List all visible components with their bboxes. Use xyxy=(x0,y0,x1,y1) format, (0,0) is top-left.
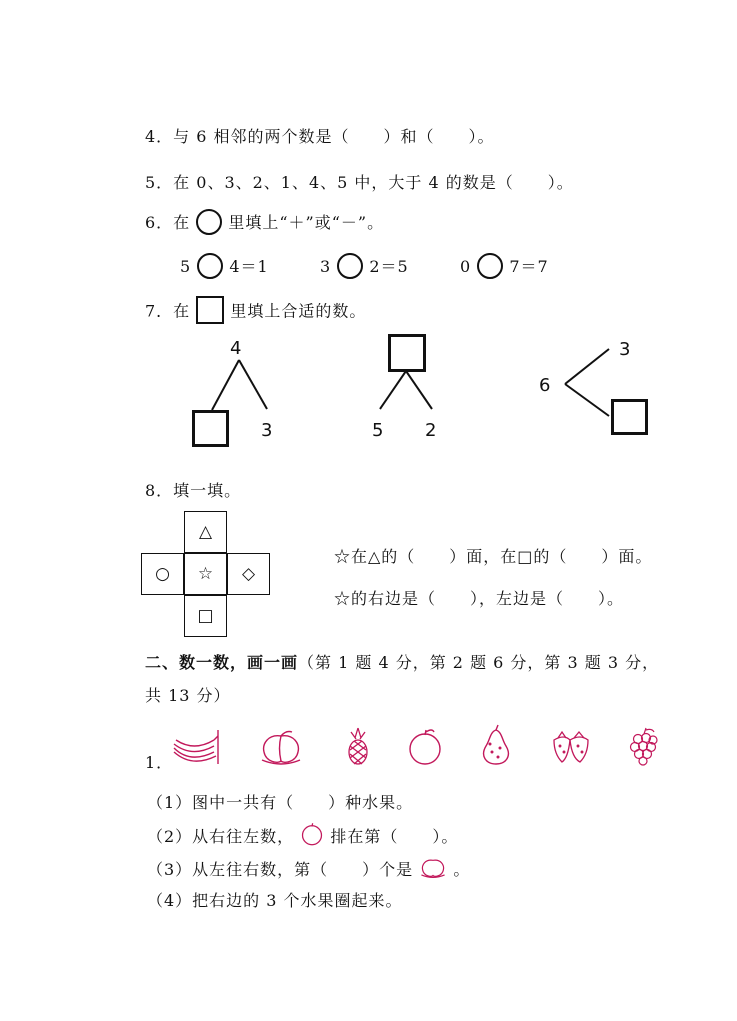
bond3-top: 3 xyxy=(619,339,631,360)
eq-rest: 2＝5 xyxy=(369,257,409,276)
section-2-heading-cont: 共 13 分） xyxy=(145,686,231,705)
eq-number: 5 xyxy=(180,257,192,276)
eq-rest: 7＝7 xyxy=(509,257,549,276)
q6-equation-2 xyxy=(320,254,409,281)
q8-line-1: ☆在△的（ ）面，在□的（ ）面。 xyxy=(334,547,653,566)
section-2-heading xyxy=(145,650,659,673)
section-score-note: （第 1 题 4 分，第 2 题 6 分，第 3 题 3 分， xyxy=(298,653,660,672)
bond2-left: 5 xyxy=(372,420,384,441)
circle-blank-icon[interactable] xyxy=(477,253,503,279)
p1-question-4: （4）把右边的 3 个水果圈起来。 xyxy=(147,891,403,910)
q3-text-b: 。 xyxy=(453,860,471,879)
bond3-answer-box[interactable] xyxy=(611,399,648,435)
strawberry-icon xyxy=(550,728,592,766)
grid-center-cell: ☆ xyxy=(184,553,227,595)
section-title: 二、数一数，画一画 xyxy=(145,653,299,672)
p1-question-3 xyxy=(147,855,470,880)
grid-right-cell: ◇ xyxy=(227,553,270,595)
q6-suffix: 里填上“＋”或“－”。 xyxy=(228,213,385,232)
q2-text-a: （2）从右往左数， xyxy=(147,827,295,846)
grape-icon xyxy=(628,726,660,766)
problem-1-label: 1． xyxy=(145,753,174,772)
q6-equation-3 xyxy=(460,254,549,281)
q7-suffix: 里填上合适的数。 xyxy=(230,301,367,321)
circle-blank-icon[interactable] xyxy=(337,253,363,279)
question-5: 5．在 0、3、2、1、4、5 中，大于 4 的数是（ ）。 xyxy=(145,173,574,192)
banana-icon xyxy=(170,728,222,766)
bond3-root: 6 xyxy=(539,375,551,396)
bond1-right: 3 xyxy=(261,420,273,441)
bond2-answer-box[interactable] xyxy=(388,334,426,372)
q8-line-2: ☆的右边是（ ），左边是（ ）。 xyxy=(334,589,625,608)
circle-blank-icon xyxy=(196,209,222,235)
q3-text-a: （3）从左往右数，第（ ）个是 xyxy=(147,860,414,879)
question-6 xyxy=(145,210,384,237)
pineapple-icon xyxy=(343,726,373,766)
bond1-answer-box[interactable] xyxy=(192,410,229,447)
square-blank-icon xyxy=(196,296,224,324)
q6-equation-1 xyxy=(180,254,269,281)
eq-number: 0 xyxy=(460,257,472,276)
pear-icon xyxy=(478,724,514,766)
p1-question-1: （1）图中一共有（ ）种水果。 xyxy=(147,793,414,812)
grid-top-cell: △ xyxy=(184,511,227,553)
question-8: 8．填一填。 xyxy=(145,481,242,500)
apple-icon xyxy=(300,822,324,846)
eq-number: 3 xyxy=(320,257,332,276)
question-4: 4．与 6 相邻的两个数是（ ）和（ ）。 xyxy=(145,127,495,146)
q2-text-b: 排在第（ ）。 xyxy=(330,827,459,846)
q7-prefix: 7．在 xyxy=(145,301,191,321)
bond2-right: 2 xyxy=(425,420,437,441)
apple-icon xyxy=(406,728,444,766)
peach-icon xyxy=(419,855,447,879)
peach-icon xyxy=(258,728,304,766)
eq-rest: 4＝1 xyxy=(229,257,269,276)
bond1-top: 4 xyxy=(230,338,242,359)
p1-question-2 xyxy=(147,822,458,847)
grid-left-cell: ○ xyxy=(141,553,184,595)
grid-bottom-cell: □ xyxy=(184,595,227,637)
circle-blank-icon[interactable] xyxy=(197,253,223,279)
question-7 xyxy=(145,298,366,326)
q6-prefix: 6．在 xyxy=(145,213,191,232)
